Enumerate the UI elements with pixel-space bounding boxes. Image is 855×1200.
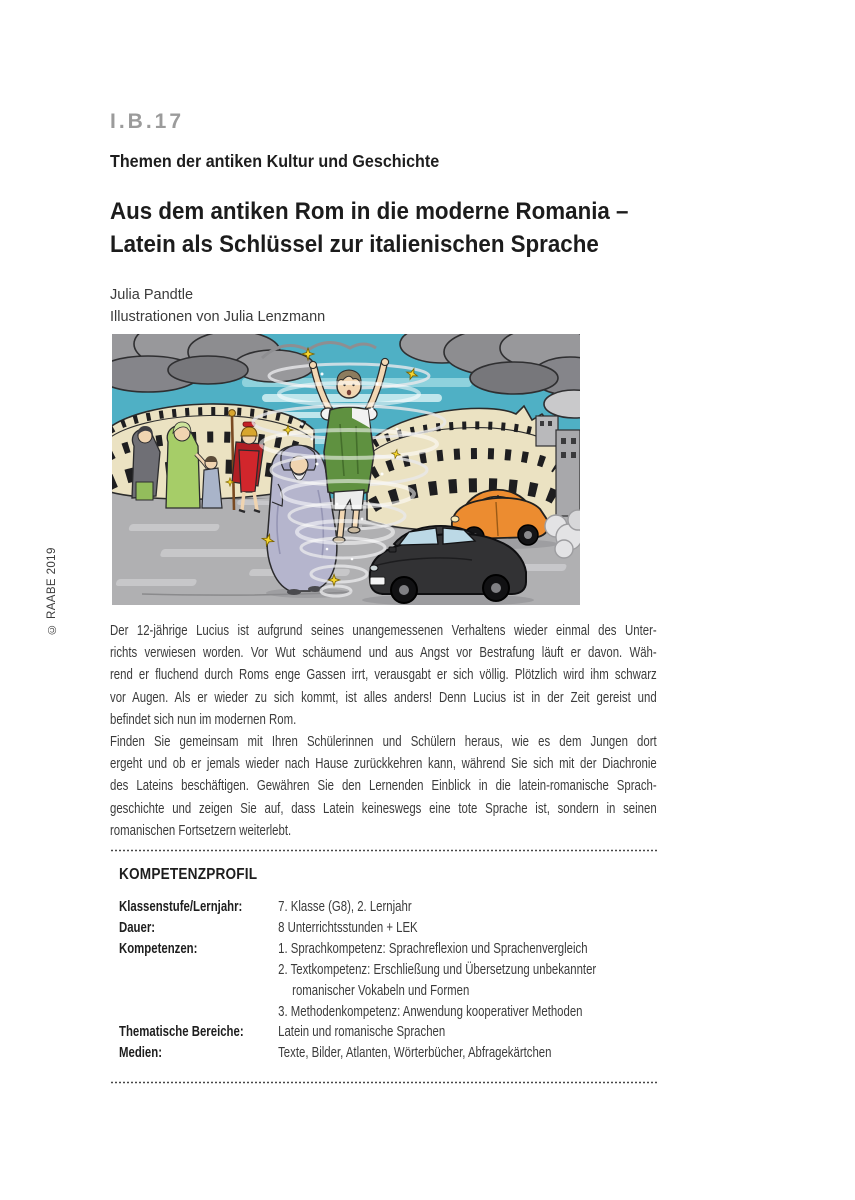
table-row-kompetenzen <box>119 939 657 1023</box>
intro-line: rend er fluchend durch Roms enge Gassen irrt, verausgabt er sich völlig. Plötzlich wird ihm schwarz <box>110 667 657 684</box>
table-row-klassenstufe <box>119 897 657 918</box>
doc-code: I.B.17 <box>110 110 185 133</box>
kompetenz-line2-cont: romanischer Vokabeln und Formen <box>292 982 470 999</box>
intro-line: ergeht und ob er jemals wieder nach Hause zurückkehren kann, während Sie sich mit der Diachronie <box>110 756 657 773</box>
illustration-svg <box>112 334 580 605</box>
page-title <box>110 195 705 261</box>
row-value <box>278 939 657 1023</box>
row-label: Thematische Bereiche: <box>119 1024 244 1041</box>
competence-profile-table <box>119 897 657 1064</box>
row-label: Kompetenzen: <box>119 940 198 957</box>
illustrator-credit: Illustrationen von Julia Lenzmann <box>110 309 326 325</box>
illustration-image <box>112 334 580 605</box>
kompetenz-line3: 3. Methodenkompetenz: Anwendung kooperativer Methoden <box>278 1003 583 1020</box>
table-row-thematische-bereiche <box>119 1022 657 1043</box>
page-title-line2: Latein als Schlüssel zur italienischen Sprache <box>110 231 599 258</box>
kompetenz-line2: 2. Textkompetenz: Erschließung und Übersetzung unbekannter <box>278 961 597 978</box>
intro-line: vor Augen. Als er wieder zu sich kommt, ist alles anders! Denn Lucius ist in der Zeit gereist und <box>110 689 657 706</box>
row-value: 7. Klasse (G8), 2. Lernjahr <box>278 899 412 915</box>
intro-text <box>110 620 657 842</box>
intro-line: geschichte und zeigen Sie auf, dass Latein keineswegs eine tote Sprache ist, sondern in seinen <box>110 800 657 817</box>
intro-line: befindet sich nun im modernen Rom. <box>110 711 297 728</box>
series-title: Themen der antiken Kultur und Geschichte <box>110 151 440 171</box>
intro-line: Finden Sie gemeinsam mit Ihren Schülerinnen und Schülern heraus, wie es dem Jungen dort <box>110 734 657 751</box>
dotted-divider-bottom <box>110 1081 657 1084</box>
row-value: 8 Unterrichtsstunden + LEK <box>278 919 418 936</box>
row-value: Latein und romanische Sprachen <box>278 1024 446 1041</box>
table-row-dauer <box>119 918 657 939</box>
copyright-notice: © RAABE 2019 <box>46 547 58 635</box>
table-row-medien <box>119 1043 657 1064</box>
intro-line: Der 12-jährige Lucius ist aufgrund seines unangemessenen Verhaltens wieder einmal des Unter- <box>110 623 657 639</box>
page-title-line1: Aus dem antiken Rom in die moderne Romania – <box>110 198 629 225</box>
row-label: Medien: <box>119 1045 163 1062</box>
intro-line: richts verwiesen worden. Vor Wut schäumend und aus Angst vor Bestrafung läuft er davon. Wäh- <box>110 645 657 662</box>
competence-profile-heading: KOMPETENZPROFIL <box>119 866 258 883</box>
author-block <box>110 284 325 328</box>
author-name: Julia Pandtle <box>110 287 194 303</box>
row-label: Klassenstufe/Lernjahr: <box>119 899 243 915</box>
intro-line: des Lateins beschäftigen. Gewähren Sie den Lernenden Einblick in die latein-romanische Sprach- <box>110 778 657 795</box>
row-value: Texte, Bilder, Atlanten, Wörterbücher, Abfragekärtchen <box>278 1045 552 1062</box>
kompetenz-line1: 1. Sprachkompetenz: Sprachreflexion und Sprachenvergleich <box>278 940 588 957</box>
dotted-divider-top <box>110 849 657 852</box>
row-label: Dauer: <box>119 919 156 936</box>
intro-line: romanischen Fortsetzern weiterlebt. <box>110 822 292 839</box>
